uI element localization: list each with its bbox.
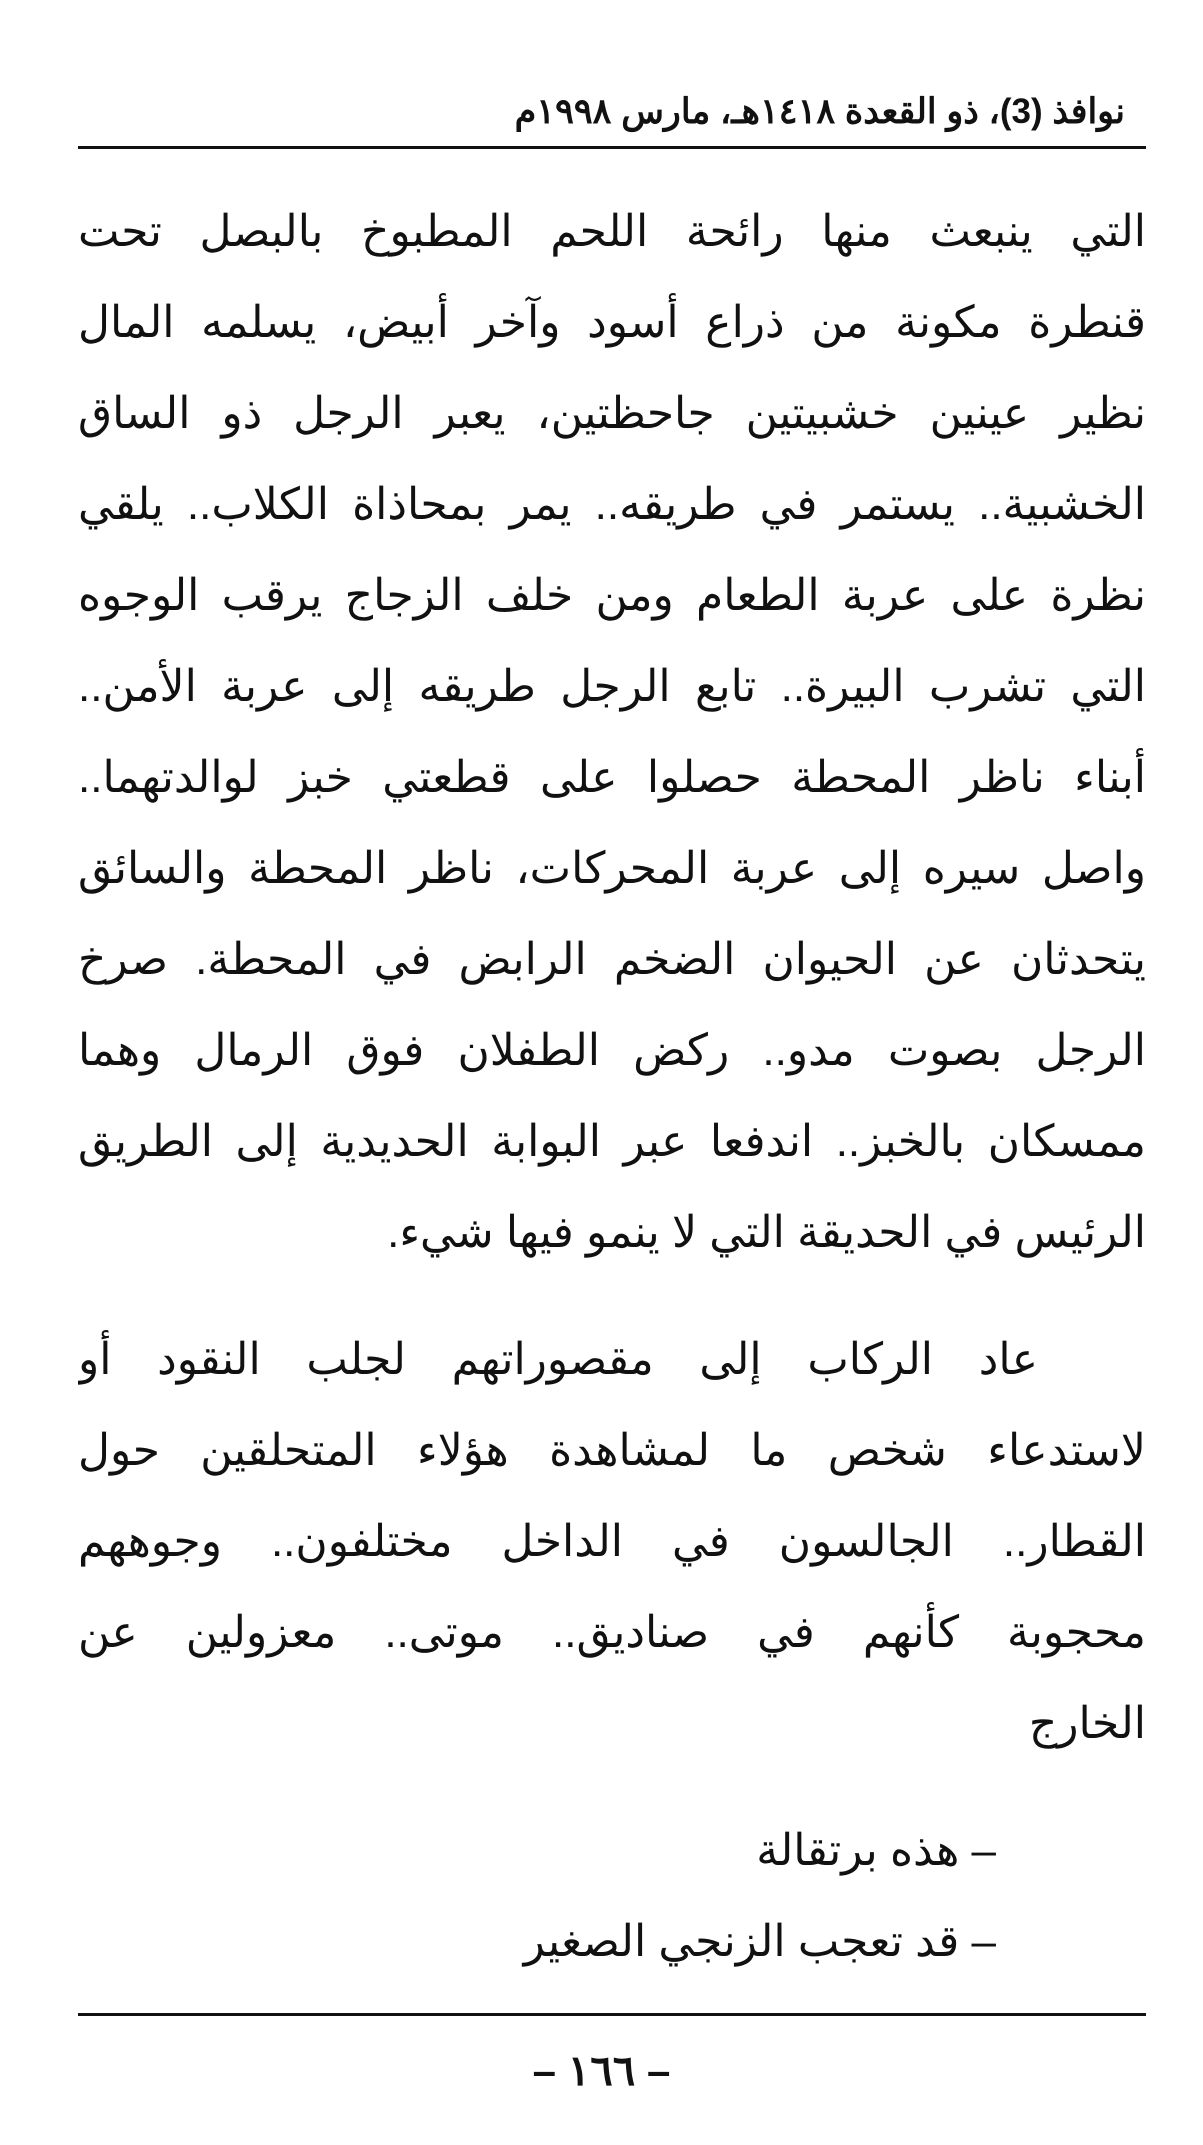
text-line: قنطرة مكونة من ذراع أسود وآخر أبيض، يسلمه المال	[78, 298, 1146, 347]
text-line: أبناء ناظر المحطة حصلوا على قطعتي خبز لوالدتهما..	[78, 753, 1146, 802]
text-line: يتحدثان عن الحيوان الضخم الرابض في المحطة. صرخ	[78, 935, 1146, 984]
dialogue-line: – هذه برتقالة	[756, 1826, 996, 1875]
dialogue-block	[78, 1805, 1146, 1987]
body-text	[78, 186, 1146, 1987]
text-line-last: الرئيس في الحديقة التي لا ينمو فيها شيء.	[387, 1208, 1146, 1257]
text-line: القطار.. الجالسون في الداخل مختلفون.. وجوههم	[78, 1517, 1146, 1566]
running-header: نوافذ (3)، ذو القعدة ١٤١٨هـ، مارس ١٩٩٨م	[514, 92, 1125, 131]
paragraph-1	[78, 186, 1146, 1278]
text-line: الخشبية.. يستمر في طريقه.. يمر بمحاذاة الكلاب.. يلقي	[78, 480, 1146, 529]
text-line: لاستدعاء شخص ما لمشاهدة هؤلاء المتحلقين حول	[78, 1426, 1146, 1475]
paragraph-2	[78, 1314, 1146, 1769]
paragraph-gap	[78, 1278, 1146, 1314]
footer-rule	[78, 2013, 1146, 2016]
paragraph-gap	[78, 1769, 1146, 1805]
text-line: التي ينبعث منها رائحة اللحم المطبوخ بالبصل تحت	[78, 207, 1146, 256]
text-line-indented: عاد الركاب إلى مقصوراتهم لجلب النقود أو	[78, 1335, 1038, 1384]
text-line: نظير عينين خشبيتين جاحظتين، يعبر الرجل ذو الساق	[78, 389, 1146, 438]
text-line: واصل سيره إلى عربة المحركات، ناظر المحطة والسائق	[78, 844, 1146, 893]
text-line: الرجل بصوت مدو.. ركض الطفلان فوق الرمال وهما	[78, 1026, 1146, 1075]
text-line: نظرة على عربة الطعام ومن خلف الزجاج يرقب الوجوه	[78, 571, 1146, 620]
text-line: محجوبة كأنهم في صناديق.. موتى.. معزولين عن	[78, 1608, 1146, 1657]
header-rule	[78, 146, 1146, 149]
page-number: – ١٦٦ –	[532, 2047, 671, 2094]
text-line: ممسكان بالخبز.. اندفعا عبر البوابة الحديدية إلى الطريق	[78, 1117, 1146, 1166]
text-line: التي تشرب البيرة.. تابع الرجل طريقه إلى عربة الأمن..	[78, 662, 1146, 711]
dialogue-line: – قد تعجب الزنجي الصغير	[523, 1917, 996, 1966]
text-line-last: الخارج	[1028, 1699, 1146, 1748]
